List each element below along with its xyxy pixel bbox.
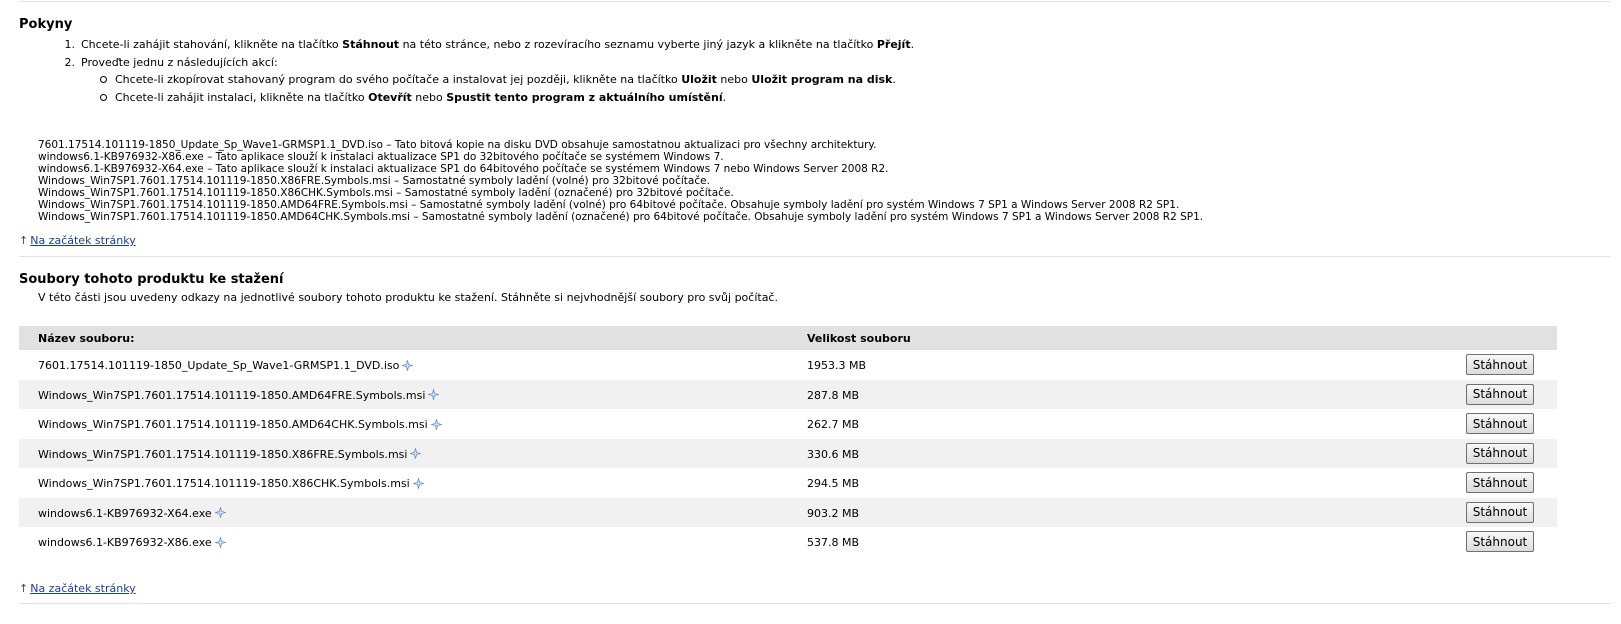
step-text: nebo bbox=[411, 91, 447, 104]
new-sparkle-icon bbox=[215, 537, 226, 548]
download-button[interactable]: Stáhnout bbox=[1466, 354, 1534, 375]
table-row bbox=[19, 350, 1557, 380]
instructions-title: Pokyny bbox=[19, 17, 73, 32]
step-bold: Uložit program na disk bbox=[751, 73, 893, 86]
step-text: na této stránce, nebo z rozevíracího seznamu vyberte jiný jazyk a klikněte na tlačítko bbox=[399, 38, 877, 51]
file-name bbox=[38, 448, 421, 461]
file-name-text: Windows_Win7SP1.7601.17514.101119-1850.X86FRE.Symbols.msi bbox=[38, 447, 408, 461]
table-row bbox=[19, 498, 1557, 528]
step-text: Chcete-li zahájit instalaci, klikněte na tlačítko bbox=[115, 91, 369, 104]
instruction-substep-1 bbox=[100, 71, 896, 89]
back-to-top-link[interactable]: Na začátek stránky bbox=[30, 582, 136, 595]
up-arrow-icon: ↑ bbox=[19, 234, 29, 247]
table-row bbox=[19, 439, 1557, 469]
file-description: Windows_Win7SP1.7601.17514.101119-1850.AMD64CHK.Symbols.msi – Samostatné symboly ladění (označené) pro 64bitové počítače. Obsahuje symboly ladění pro systém Windows 7 SP1 a Windows Server 2008 R2 SP1. bbox=[38, 211, 1204, 223]
file-description: Windows_Win7SP1.7601.17514.101119-1850.X86CHK.Symbols.msi – Samostatné symboly ladění (označené) pro 32bitové počítače. bbox=[38, 187, 734, 199]
circle-bullet-icon bbox=[100, 76, 107, 83]
file-name bbox=[38, 477, 424, 490]
file-name bbox=[38, 507, 226, 520]
download-button[interactable]: Stáhnout bbox=[1466, 531, 1534, 552]
table-header bbox=[19, 326, 1557, 350]
file-name-text: Windows_Win7SP1.7601.17514.101119-1850.AMD64CHK.Symbols.msi bbox=[38, 418, 428, 431]
file-description: 7601.17514.101119-1850_Update_Sp_Wave1-GRMSP1.1_DVD.iso – Tato bitová kopie na disku DVD obsahuje samostatnou aktualizaci pro všechny architektury. bbox=[38, 139, 877, 151]
step-text: Proveďte jednu z následujících akcí: bbox=[81, 56, 278, 69]
step-text: Chcete-li zahájit stahování, klikněte na tlačítko bbox=[81, 38, 343, 51]
step-bold: Spustit tento program z aktuálního umístění bbox=[446, 91, 723, 104]
file-name bbox=[38, 389, 439, 402]
file-name-text: Windows_Win7SP1.7601.17514.101119-1850.X86CHK.Symbols.msi bbox=[38, 477, 410, 490]
new-sparkle-icon bbox=[402, 360, 413, 371]
instruction-substep-2 bbox=[100, 89, 726, 107]
back-to-top-link[interactable]: Na začátek stránky bbox=[30, 234, 136, 247]
table-row bbox=[19, 468, 1557, 498]
files-table bbox=[19, 326, 1557, 557]
step-number: 2. bbox=[64, 56, 75, 69]
up-arrow-icon: ↑ bbox=[19, 582, 29, 595]
file-name bbox=[38, 359, 413, 372]
new-sparkle-icon bbox=[410, 448, 421, 459]
new-sparkle-icon bbox=[428, 389, 439, 400]
files-section-description: V této části jsou uvedeny odkazy na jednotlivé soubory tohoto produktu ke stažení. Stáhněte si nejvhodnější soubory pro svůj počítač. bbox=[38, 291, 778, 304]
download-button[interactable]: Stáhnout bbox=[1466, 413, 1534, 434]
back-to-top bbox=[19, 234, 136, 247]
new-sparkle-icon bbox=[413, 478, 424, 489]
download-button[interactable]: Stáhnout bbox=[1466, 443, 1534, 464]
file-size: 1953.3 MB bbox=[807, 359, 867, 372]
files-section-title: Soubory tohoto produktu ke stažení bbox=[19, 272, 284, 287]
back-to-top bbox=[19, 582, 136, 595]
bottom-divider bbox=[19, 603, 1611, 604]
new-sparkle-icon bbox=[431, 419, 442, 430]
step-bold: Uložit bbox=[681, 73, 717, 86]
file-size: 330.6 MB bbox=[807, 447, 860, 461]
step-bold: Přejít bbox=[876, 38, 911, 51]
file-description: Windows_Win7SP1.7601.17514.101119-1850.X86FRE.Symbols.msi – Samostatné symboly ladění (volné) pro 32bitové počítače. bbox=[38, 175, 710, 187]
instruction-step-2 bbox=[55, 54, 278, 72]
step-text: . bbox=[892, 73, 896, 86]
download-button[interactable]: Stáhnout bbox=[1466, 384, 1534, 405]
file-description: windows6.1-KB976932-X64.exe – Tato aplikace slouží k instalaci aktualizace SP1 do 64bitového počítače se systémem Windows 7 nebo Windows Server 2008 R2. bbox=[38, 163, 889, 175]
file-size: 537.8 MB bbox=[807, 536, 860, 549]
file-name-text: windows6.1-KB976932-X64.exe bbox=[38, 506, 212, 520]
file-size: 294.5 MB bbox=[807, 477, 860, 490]
step-bold: Otevřít bbox=[368, 91, 412, 104]
step-text: . bbox=[722, 91, 727, 104]
file-size: 262.7 MB bbox=[807, 418, 860, 431]
file-size: 287.8 MB bbox=[807, 388, 860, 402]
new-sparkle-icon bbox=[215, 507, 226, 518]
step-bold: Stáhnout bbox=[342, 38, 400, 51]
circle-bullet-icon bbox=[100, 94, 107, 101]
file-size: 903.2 MB bbox=[807, 506, 860, 520]
file-description: Windows_Win7SP1.7601.17514.101119-1850.AMD64FRE.Symbols.msi – Samostatné symboly ladění (volné) pro 64bitové počítače. Obsahuje symboly ladění pro systém Windows 7 SP1 a Windows Server 2008 R2 SP1. bbox=[38, 199, 1180, 211]
table-row bbox=[19, 409, 1557, 439]
file-description: windows6.1-KB976932-X86.exe – Tato aplikace slouží k instalaci aktualizace SP1 do 32bitového počítače se systémem Windows 7. bbox=[38, 151, 724, 163]
step-text: . bbox=[910, 38, 915, 51]
step-number: 1. bbox=[64, 38, 75, 51]
top-divider bbox=[19, 1, 1611, 2]
file-name-text: 7601.17514.101119-1850_Update_Sp_Wave1-GRMSP1.1_DVD.iso bbox=[38, 359, 400, 372]
file-name-text: Windows_Win7SP1.7601.17514.101119-1850.AMD64FRE.Symbols.msi bbox=[38, 388, 426, 402]
file-name bbox=[38, 536, 226, 549]
section-divider bbox=[19, 256, 1611, 257]
column-header-name: Název souboru: bbox=[38, 332, 135, 345]
download-button[interactable]: Stáhnout bbox=[1466, 472, 1534, 493]
download-button[interactable]: Stáhnout bbox=[1466, 502, 1534, 523]
file-name bbox=[38, 418, 442, 431]
step-text: Chcete-li zkopírovat stahovaný program do svého počítače a instalovat jej později, klikněte na tlačítko bbox=[115, 73, 682, 86]
table-row bbox=[19, 527, 1557, 557]
column-header-size: Velikost souboru bbox=[807, 332, 911, 345]
instruction-step-1 bbox=[55, 36, 914, 54]
table-row bbox=[19, 380, 1557, 410]
step-text: nebo bbox=[716, 73, 752, 86]
file-name-text: windows6.1-KB976932-X86.exe bbox=[38, 536, 212, 549]
